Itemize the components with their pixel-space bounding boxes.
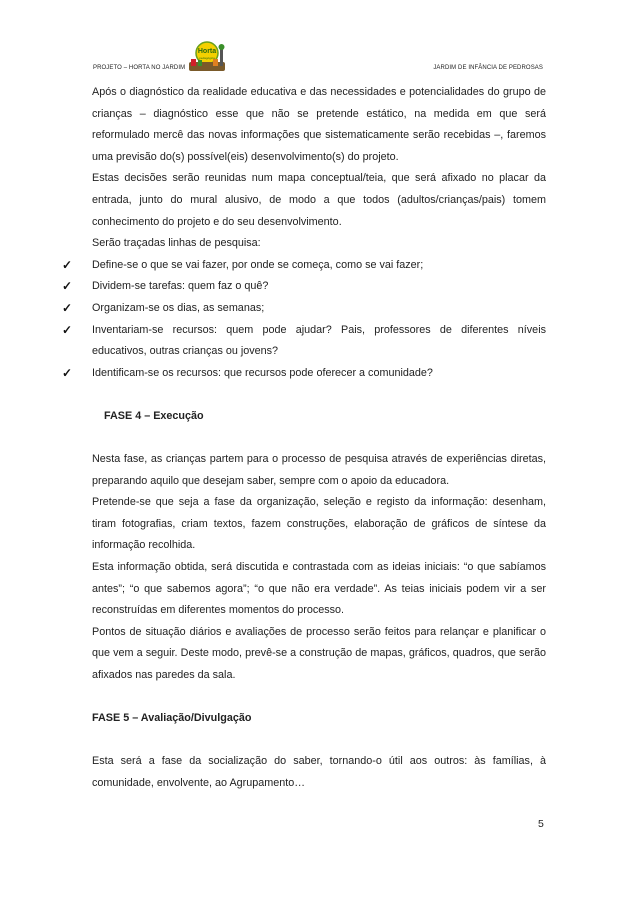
section-heading-fase-4: FASE 4 – Execução bbox=[104, 409, 204, 422]
checkmark-icon: ✓ bbox=[62, 257, 73, 272]
header-project-title: PROJETO – HORTA NO JARDIM bbox=[93, 65, 186, 71]
paragraph: Nesta fase, as crianças partem para o processo de pesquisa através de experiências diretas, preparando aquilo que desejam saber, sempre com o apoio da educadora. bbox=[92, 453, 546, 487]
list-item: ✓ Define-se o que se vai fazer, por onde se começa, como se vai fazer; bbox=[92, 255, 546, 277]
list-item: ✓ Identificam-se os recursos: que recursos pode oferecer a comunidade? bbox=[92, 363, 546, 385]
svg-text:pedagógica: pedagógica bbox=[199, 56, 215, 60]
list-item: ✓ Organizam-se os dias, as semanas; bbox=[92, 298, 546, 320]
paragraph: Serão traçadas linhas de pesquisa: bbox=[92, 237, 261, 250]
paragraph: Esta será a fase da socialização do saber, tornando-o útil aos outros: às famílias, à comunidade, envolvente, ao Agrupamento… bbox=[92, 755, 546, 789]
paragraph: Pretende-se que seja a fase da organização, seleção e registo da informação: desenham, tiram fotografias, criam textos, fazem construções, elaboração de gráficos de síntese da informação recolhida. bbox=[92, 496, 547, 552]
paragraph: Esta informação obtida, será discutida e contrastada com as ideias iniciais: “o que sabíamos antes”; “o que sabemos agora”; “o que não era verdade”. As teias iniciais podem vir a ser reconstruídas em diferentes momentos do processo. bbox=[92, 561, 546, 617]
page-number: 5 bbox=[538, 818, 544, 830]
horta-logo-icon bbox=[183, 40, 231, 76]
checkmark-icon: ✓ bbox=[62, 300, 73, 315]
checkmark-icon: ✓ bbox=[62, 279, 73, 294]
paragraph: Após o diagnóstico da realidade educativa e das necessidades e potencialidades do grupo de crianças – diagnóstico esse que não se pretende estático, na medida em que será reformulado mercê das novas informações que sistematicamente serão recebidas –, faremos uma previsão do(s) possível(eis) desenvolvimento(s) do projeto. bbox=[92, 86, 546, 163]
svg-text:Horta: Horta bbox=[197, 48, 217, 55]
checklist bbox=[62, 255, 546, 385]
document-body bbox=[62, 82, 547, 795]
checkmark-icon: ✓ bbox=[62, 322, 73, 337]
paragraph: Pontos de situação diários e avaliações de processo serão feitos para relançar e planificar o que vem a seguir. Deste modo, prevê-se a construção de mapas, gráficos, quadros, que serão afixados nas paredes da sala. bbox=[92, 625, 546, 682]
header-school-name: JARDIM DE INFÂNCIA DE PEDROSAS bbox=[433, 65, 543, 71]
section-heading-fase-5: FASE 5 – Avaliação/Divulgação bbox=[92, 712, 252, 725]
list-item: ✓ Inventariam-se recursos: quem pode ajudar? Pais, professores de diferentes níveis educativos, outras crianças ou jovens? bbox=[92, 320, 546, 363]
checkmark-icon: ✓ bbox=[62, 365, 73, 380]
paragraph: Estas decisões serão reunidas num mapa conceptual/teia, que será afixado no placar da entrada, junto do mural alusivo, de modo a que todos (adultos/crianças/pais) tomem conhecimento do projeto e do seu desenvolvimento. bbox=[92, 172, 546, 228]
page-header bbox=[93, 38, 545, 78]
list-item: ✓ Dividem-se tarefas: quem faz o quê? bbox=[92, 276, 546, 298]
